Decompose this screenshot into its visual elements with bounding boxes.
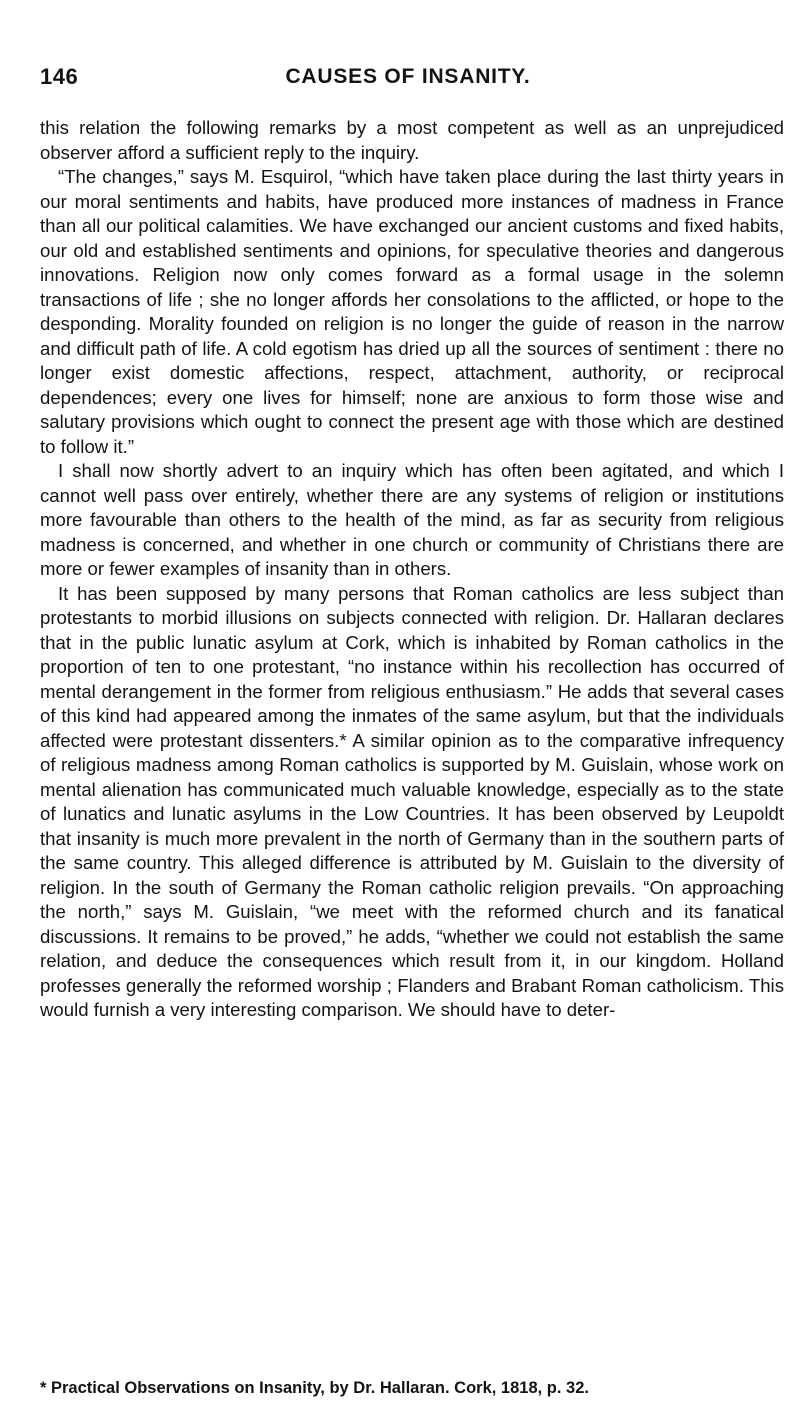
footnote: * Practical Observations on Insanity, by Dr. Hallaran. Cork, 1818, p. 32.: [40, 1379, 589, 1397]
paragraph-1: this relation the following remarks by a most competent as well as an unprejudiced observer afford a sufficient reply to the inquiry.: [40, 117, 784, 163]
running-title: CAUSES OF INSANITY.: [285, 65, 531, 88]
page-header: [40, 64, 776, 94]
paragraph-2-esquirol-quote: “The changes,” says M. Esquirol, “which have taken place during the last thirty years in our moral sentiments and habits, have produced more instances of madness in France than all our political calamities. We have exchanged our ancient customs and fixed habits, our old and established sentiments and opinions, for speculative theories and dangerous innovations. Religion now only comes forward as a formal usage in the solemn transactions of life ; she no longer affords her consolations to the afflicted, or hope to the desponding. Morality founded on religion is no longer the guide of reason in the narrow and difficult path of life. A cold egotism has dried up all the sources of sentiment : there no longer exist domestic affections, respect, attachment, authority, or reciprocal dependences; every one lives for himself; none are anxious to form those wise and salutary provisions which ought to connect the present age with those which are destined to follow it.”: [40, 166, 784, 457]
body-text: [40, 116, 784, 1023]
paragraph-4: It has been supposed by many persons that Roman catholics are less subject than protestants to morbid illusions on subjects connected with religion. Dr. Hallaran declares that in the public lunatic asylum at Cork, which is inhabited by Roman catholics in the proportion of ten to one protestant, “no instance within his recollection has occurred of mental derangement in the former from religious enthusiasm.” He adds that several cases of this kind had appeared among the inmates of the same asylum, but that the individuals affected were protestant dissenters.* A similar opinion as to the comparative infrequency of religious madness among Roman catholics is supported by M. Guislain, whose work on mental alienation has communicated much valuable knowledge, especially as to the state of lunatics and lunatic asylums in the Low Countries. It has been observed by Leupoldt that insanity is much more prevalent in the north of Germany than in the southern parts of the same country. This alleged difference is attributed by M. Guislain to the diversity of religion. In the south of Germany the Roman catholic religion prevails. “On approaching the north,” says M. Guislain, “we meet with the reformed church and its fanatical discussions. It remains to be proved,” he adds, “whether we could not establish the same relation, and deduce the consequences which result from it, in our kingdom. Holland professes generally the reformed worship ; Flanders and Brabant Roman catholicism. This would furnish a very interesting comparison. We should have to deter-: [40, 582, 784, 1020]
page-number: 146: [40, 64, 79, 89]
paragraph-3: I shall now shortly advert to an inquiry which has often been agitated, and which I cannot well pass over entirely, whether there are any systems of religion or institutions more favourable than others to the health of the mind, as far as security from religious madness is concerned, and whether in one church or community of Christians there are more or fewer examples of insanity than in others.: [40, 460, 784, 579]
